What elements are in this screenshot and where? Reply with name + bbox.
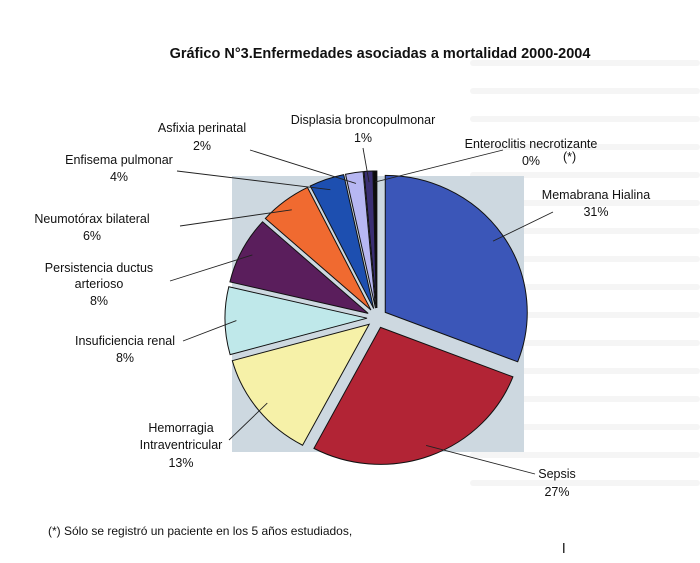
label-enfisema: Enfisema pulmonar bbox=[65, 153, 173, 167]
pct-displasia: 1% bbox=[353, 131, 373, 145]
label-hemorragia-line1: Hemorragia bbox=[148, 421, 214, 435]
pct-insuficiencia-renal: 8% bbox=[115, 351, 135, 365]
enteroclitis-marker: (*) bbox=[563, 150, 577, 164]
label-persistencia-line2: arterioso bbox=[74, 277, 124, 291]
pct-sepsis: 27% bbox=[544, 485, 570, 499]
pct-enfisema: 4% bbox=[109, 170, 129, 184]
label-persistencia-line1: Persistencia ductus bbox=[44, 261, 154, 275]
pct-asfixia: 2% bbox=[192, 139, 212, 153]
chart-title: Gráfico N°3.Enfermedades asociadas a mortalidad 2000-2004 bbox=[169, 46, 591, 62]
pct-hemorragia: 13% bbox=[168, 456, 194, 470]
label-enteroclitis: Enteroclitis necrotizante bbox=[464, 137, 598, 151]
label-displasia: Displasia broncopulmonar bbox=[290, 113, 436, 127]
label-insuficiencia-renal: Insuficiencia renal bbox=[74, 334, 176, 348]
label-sepsis: Sepsis bbox=[538, 467, 576, 481]
pct-persistencia: 8% bbox=[89, 294, 109, 308]
pct-neumotorax: 6% bbox=[82, 229, 102, 243]
label-asfixia: Asfixia perinatal bbox=[157, 121, 247, 135]
label-hemorragia-line2: Intraventricular bbox=[139, 438, 223, 452]
label-membrana-hialina: Memabrana Hialina bbox=[541, 188, 651, 202]
label-neumotorax: Neumotórax bilateral bbox=[34, 212, 150, 226]
page-mark bbox=[563, 543, 565, 553]
pct-membrana-hialina: 31% bbox=[583, 205, 609, 219]
pct-enteroclitis: 0% bbox=[521, 154, 541, 168]
footnote: (*) Sólo se registró un paciente en los 5 años estudiados, bbox=[48, 524, 353, 538]
